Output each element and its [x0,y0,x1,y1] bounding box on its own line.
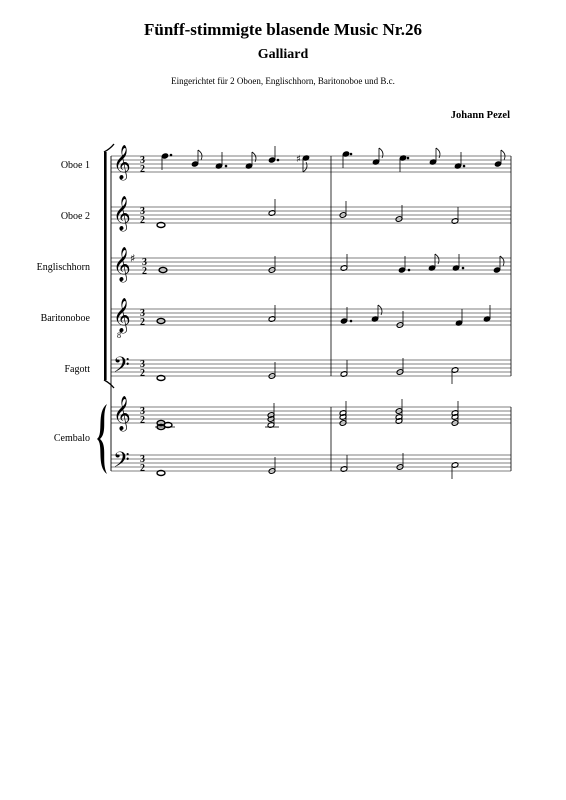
treble-clef-icon: 𝄞 [113,196,131,231]
svg-text:3: 3 [140,359,145,370]
staff-label-fagott: Fagott [64,364,90,375]
staff-label-oboe-1: Oboe 1 [60,160,90,171]
treble-clef-icon: 𝄞 [113,298,131,333]
notes-cembalo-bass [157,453,459,479]
svg-text:2: 2 [142,266,147,277]
movement-title: Galliard [257,47,309,62]
composer-name: Johann Pezel [450,110,510,121]
svg-text:2: 2 [140,368,145,379]
score-title: Fünff-stimmigte blasende Music Nr.26 [144,20,422,39]
instrumentation-note: Eingerichtet für 2 Oboen, Englischhorn, Baritonoboe und B.c. [171,76,395,86]
notes-englischhorn [159,254,504,273]
staff-label-baritonoboe: Baritonoboe [40,313,90,324]
svg-text:2: 2 [140,415,145,426]
notes-fagott [157,358,459,384]
svg-text:2: 2 [140,164,145,175]
sharp-key-signature: ♯ [130,252,136,265]
svg-text:3: 3 [140,308,145,319]
clefs [113,145,131,478]
cembalo-brace [97,404,107,474]
notes-cembalo-treble [155,399,459,430]
treble-clef-icon: 𝄞 [113,247,131,282]
bass-clef-icon: 𝄢 [113,448,130,478]
staff-label-cembalo: Cembalo [53,433,90,444]
svg-text:2: 2 [140,215,145,226]
svg-text:3: 3 [140,454,145,465]
treble-clef-icon: 𝄞 [113,145,131,180]
svg-text:3: 3 [140,155,145,166]
svg-text:2: 2 [140,317,145,328]
treble-clef-icon: 𝄞 [113,396,131,431]
svg-text:3: 3 [140,206,145,217]
octave-mark: 8 [117,331,121,340]
bass-clef-icon: 𝄢 [113,353,130,383]
svg-text:3: 3 [140,406,145,417]
staff-label-oboe-2: Oboe 2 [60,211,90,222]
svg-text:3: 3 [142,257,147,268]
svg-text:♯: ♯ [296,154,301,165]
svg-text:2: 2 [140,463,145,474]
time-signatures [140,155,147,474]
staff-label-englischhorn: Englischhorn [36,262,90,273]
